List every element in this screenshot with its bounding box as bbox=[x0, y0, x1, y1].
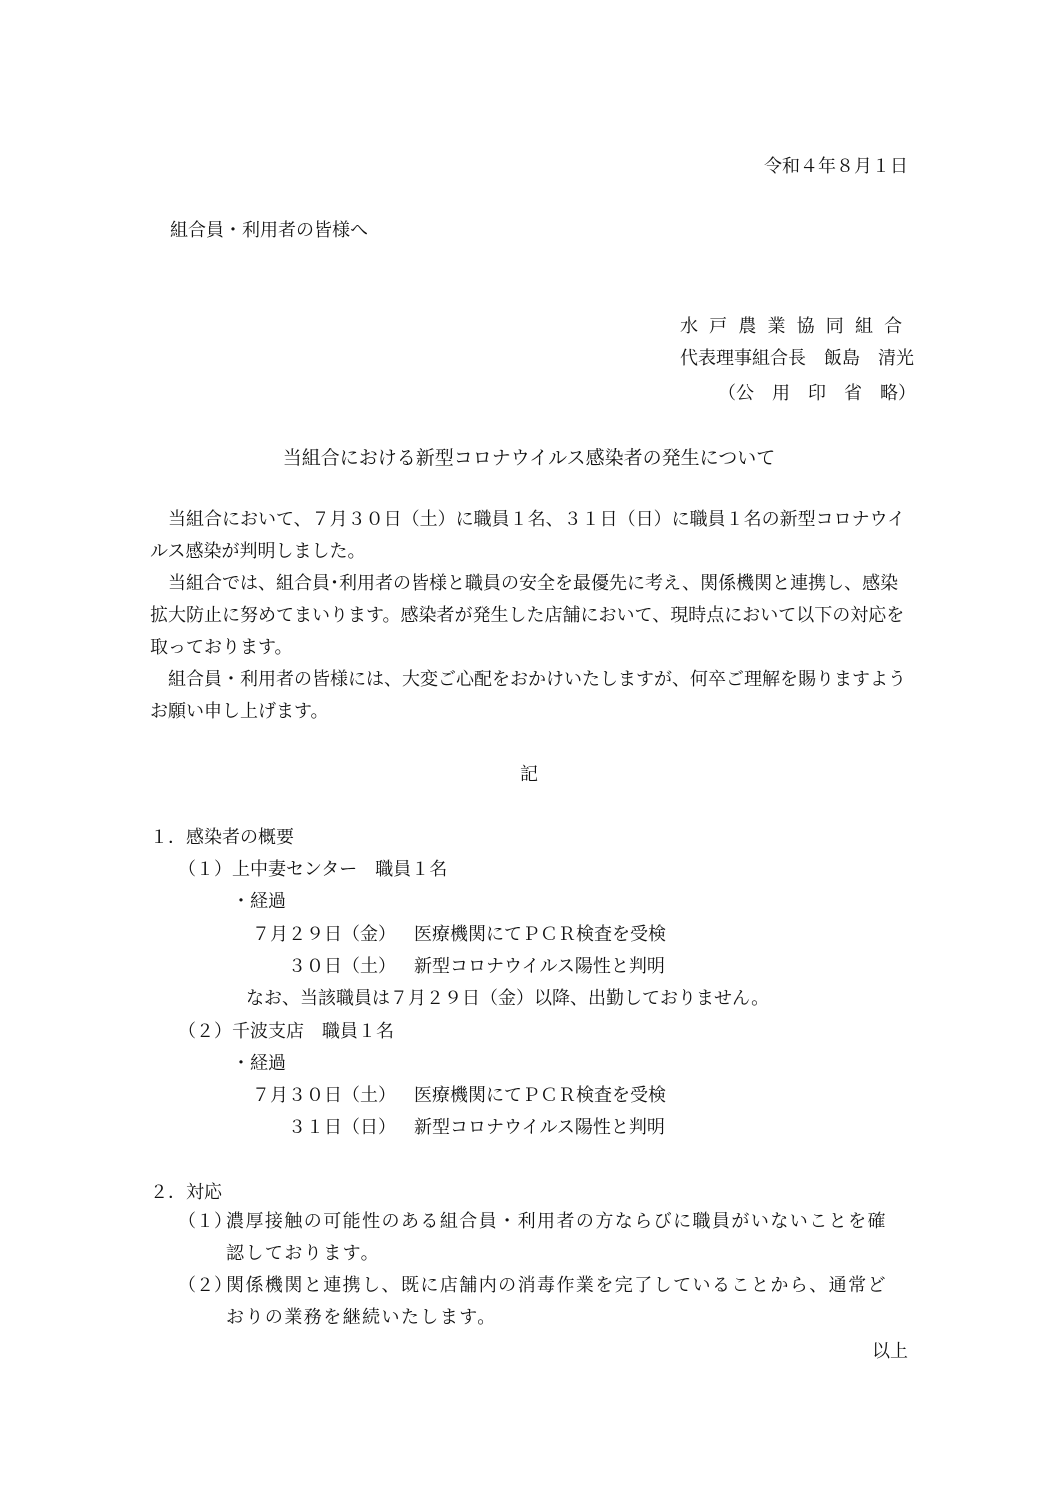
document-date: 令和４年８月１日 bbox=[764, 156, 908, 177]
body-paragraph-1: 当組合において、７月３０日（土）に職員１名、３１日（日）に職員１名の新型コロナウイルス感染が判明しました。 bbox=[150, 509, 906, 562]
timeline-date: ７月２９日（金） bbox=[252, 924, 396, 945]
case-2-timeline-row bbox=[0, 1087, 1058, 1107]
timeline-event: 新型コロナウイルス陽性と判明 bbox=[414, 1117, 665, 1138]
sender-representative: 代表理事組合長 飯島 清光 bbox=[680, 348, 914, 369]
case-2-progress-label: ・経過 bbox=[232, 1053, 286, 1074]
response-number: （２） bbox=[178, 1275, 232, 1296]
case-1-timeline-row bbox=[0, 958, 1058, 978]
timeline-date: ３１日（日） bbox=[288, 1117, 396, 1138]
document-title: 当組合における新型コロナウイルス感染者の発生について bbox=[282, 447, 776, 469]
response-text: 濃厚接触の可能性のある組合員・利用者の方ならびに職員がいないことを確認しております。 bbox=[226, 1211, 887, 1264]
timeline-date: ３０日（土） bbox=[288, 956, 396, 977]
case-1-heading: （１）上中妻センター 職員１名 bbox=[178, 859, 448, 880]
sender-organization: 水戸農業協同組合 bbox=[680, 316, 914, 337]
section-1-heading: １．感染者の概要 bbox=[150, 827, 294, 848]
response-text: 関係機関と連携し、既に店舗内の消毒作業を完了していることから、通常どおりの業務を継続いたします。 bbox=[226, 1275, 887, 1328]
case-1-note: なお、当該職員は７月２９日（金）以降、出勤しておりません。 bbox=[246, 988, 770, 1009]
case-2-timeline-row bbox=[0, 1119, 1058, 1139]
seal-omitted-note: （公 用 印 省 略） bbox=[718, 383, 916, 404]
timeline-date: ７月３０日（土） bbox=[252, 1085, 396, 1106]
timeline-event: 医療機関にてＰＣＲ検査を受検 bbox=[414, 924, 666, 945]
case-2-heading: （２）千波支店 職員１名 bbox=[178, 1021, 394, 1042]
section-2-heading: ２．対応 bbox=[150, 1182, 222, 1203]
timeline-event: 新型コロナウイルス陽性と判明 bbox=[414, 956, 665, 977]
closing-ijou: 以上 bbox=[872, 1341, 908, 1362]
body-paragraph-3: 組合員・利用者の皆様には、大変ご心配をおかけいたしますが、何卒ご理解を賜りますようお願い申し上げます。 bbox=[150, 669, 906, 722]
ki-mark: 記 bbox=[520, 764, 538, 785]
response-number: （１） bbox=[178, 1211, 232, 1232]
timeline-event: 医療機関にてＰＣＲ検査を受検 bbox=[414, 1085, 666, 1106]
case-1-timeline-row bbox=[0, 926, 1058, 946]
case-1-progress-label: ・経過 bbox=[232, 891, 286, 912]
body-paragraph-2: 当組合では、組合員･利用者の皆様と職員の安全を最優先に考え、関係機関と連携し、感染拡大防止に努めてまいります。感染者が発生した店舗において、現時点において以下の対応を取っております。 bbox=[150, 573, 905, 658]
addressee: 組合員・利用者の皆様へ bbox=[170, 220, 368, 241]
